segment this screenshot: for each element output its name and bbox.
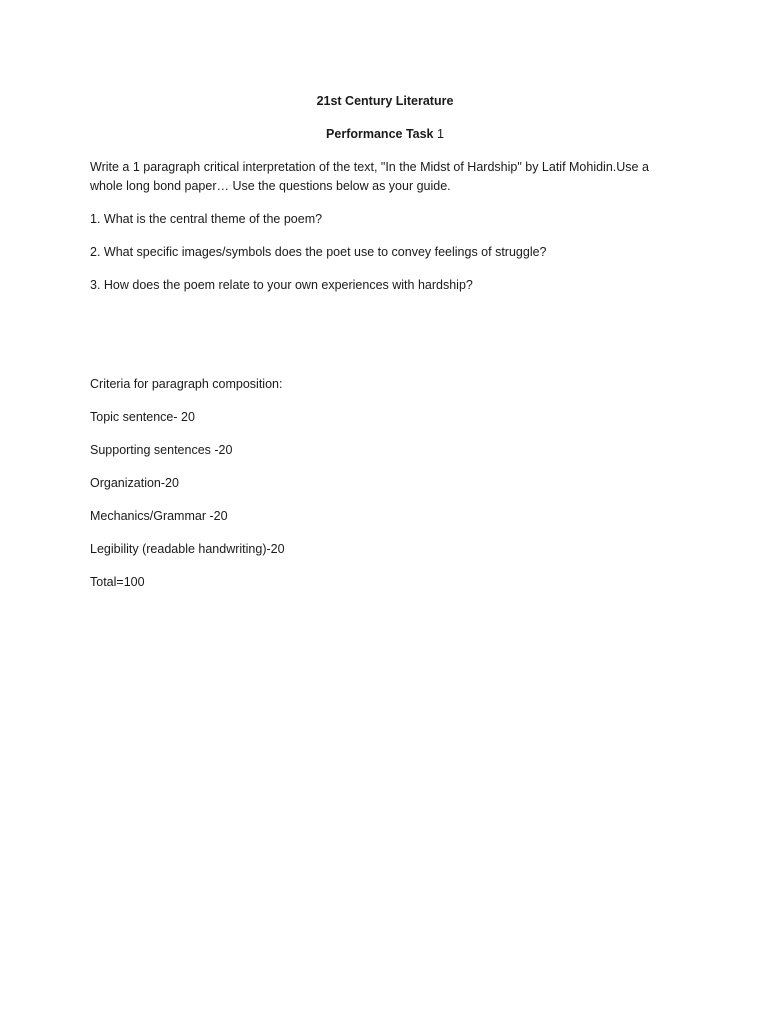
task-number: 1: [433, 127, 444, 141]
criteria-item: Legibility (readable handwriting)-20: [90, 542, 285, 556]
criteria-item: Supporting sentences -20: [90, 443, 233, 457]
document-title: 21st Century Literature: [316, 94, 454, 108]
task-label: Performance Task: [326, 127, 434, 141]
blank-space: [90, 309, 680, 375]
total-score: Total=100: [90, 575, 145, 589]
document-body: [90, 92, 680, 606]
criteria-heading: Criteria for paragraph composition:: [90, 377, 283, 391]
question-item: 2. What specific images/symbols does the poet use to convey feelings of struggle?: [90, 245, 547, 259]
question-item: 1. What is the central theme of the poem?: [90, 212, 323, 226]
instructions-paragraph: Write a 1 paragraph critical interpretation of the text, "In the Midst of Hardship" by Latif Mohidin.Use a whole long bond paper… Use the questions below as your guide.: [90, 160, 649, 193]
question-item: 3. How does the poem relate to your own experiences with hardship?: [90, 278, 473, 292]
criteria-item: Mechanics/Grammar -20: [90, 509, 228, 523]
task-heading: [90, 125, 680, 144]
criteria-item: Organization-20: [90, 476, 179, 490]
criteria-item: Topic sentence- 20: [90, 410, 195, 424]
